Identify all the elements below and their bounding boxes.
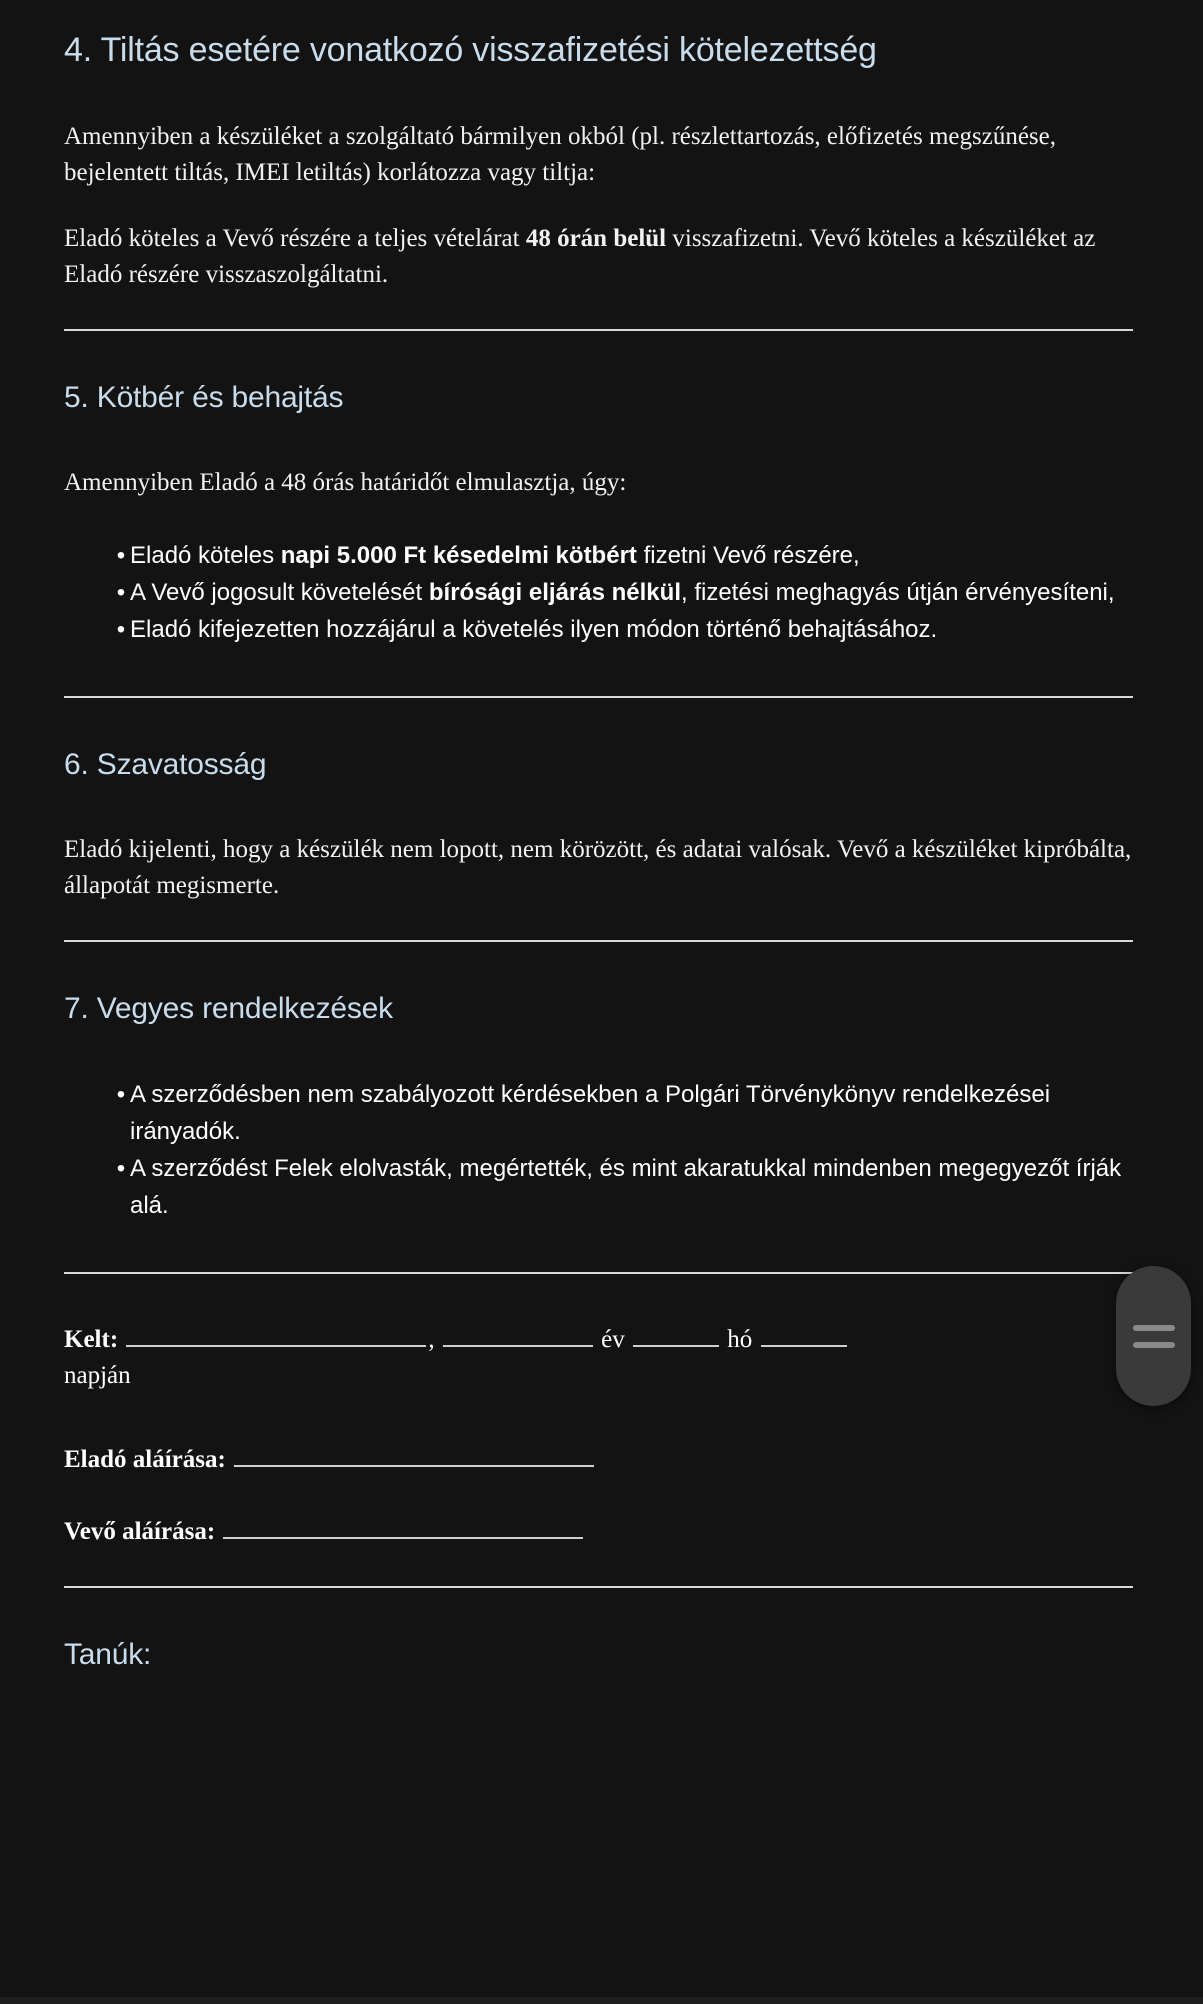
list-item-text-a: Eladó kifejezetten hozzájárul a követelés ilyen módon történő behajtásához. bbox=[130, 616, 938, 643]
bullet-point-icon: • bbox=[116, 579, 126, 606]
list-item bbox=[64, 574, 1133, 611]
witness-heading: Tanúk: bbox=[64, 1638, 152, 1671]
list-item bbox=[64, 537, 1133, 574]
section-5-paragraph-1 bbox=[64, 465, 1133, 501]
document-content bbox=[64, 0, 1133, 1674]
section-5-paragraph-1-text: Amennyiben Eladó a 48 órás határidőt elmulasztja, úgy: bbox=[64, 469, 627, 496]
list-item-text-a: Eladó köteles bbox=[130, 542, 281, 569]
list-item-text-bold: napi 5.000 Ft késedelmi kötbért bbox=[280, 542, 637, 569]
buyer-signature-row bbox=[64, 1514, 1133, 1550]
month-label: hó bbox=[727, 1326, 753, 1353]
date-field-row bbox=[64, 1322, 1133, 1358]
list-item-text-a: A szerződésben nem szabályozott kérdésekben a Polgári Törvénykönyv rendelkezései irányadók. bbox=[130, 1081, 1051, 1145]
section-4-paragraph-2-part-c: visszafizetni. Vevő köteles a készüléket az Eladó részére visszaszolgáltatni. bbox=[64, 225, 1096, 288]
section-7-bullet-list bbox=[64, 1076, 1133, 1224]
drag-handle-button[interactable] bbox=[1116, 1266, 1191, 1406]
place-blank-input[interactable] bbox=[126, 1323, 426, 1347]
buyer-signature-blank[interactable] bbox=[223, 1515, 583, 1539]
section-4-paragraph-2-bold: 48 órán belül bbox=[525, 225, 667, 252]
section-7-heading: 7. Vegyes rendelkezések bbox=[64, 992, 393, 1025]
bullet-point-icon: • bbox=[116, 1155, 126, 1182]
drag-handle-bar-icon bbox=[1133, 1342, 1175, 1348]
bullet-point-icon: • bbox=[116, 542, 126, 569]
month-blank-input[interactable] bbox=[633, 1323, 719, 1347]
list-item-text-bold: bírósági eljárás nélkül bbox=[428, 579, 681, 606]
buyer-signature-label: Vevő aláírása: bbox=[64, 1518, 216, 1545]
bottom-system-bar bbox=[0, 1997, 1203, 2004]
year-blank-input[interactable] bbox=[443, 1323, 593, 1347]
list-item-text-a: A Vevő jogosult követelését bbox=[130, 579, 429, 606]
date-comma: , bbox=[428, 1326, 435, 1353]
list-item-text-a: A szerződést Felek elolvasták, megértették, és mint akaratukkal mindenben megegyezőt írják alá. bbox=[130, 1155, 1122, 1219]
section-4-paragraph-2 bbox=[64, 221, 1133, 293]
list-item bbox=[64, 1150, 1133, 1224]
date-suffix: napján bbox=[64, 1362, 131, 1389]
section-4-paragraph-1 bbox=[64, 119, 1133, 191]
section-4-heading: 4. Tiltás esetére vonatkozó visszafizetési kötelezettség bbox=[64, 31, 877, 69]
seller-signature-label: Eladó aláírása: bbox=[64, 1446, 226, 1473]
list-item bbox=[64, 1076, 1133, 1150]
section-5-bullet-list bbox=[64, 537, 1133, 648]
seller-signature-blank[interactable] bbox=[234, 1443, 594, 1467]
section-4-paragraph-1-text: Amennyiben a készüléket a szolgáltató bármilyen okból (pl. részlettartozás, előfizetés megszűnése, bejelentett tiltás, IMEI letiltás) korlátozza vagy tiltja: bbox=[64, 123, 1056, 186]
section-4-paragraph-2-part-a: Eladó köteles a Vevő részére a teljes vételárat bbox=[64, 225, 526, 252]
list-item bbox=[64, 611, 1133, 648]
seller-signature-row bbox=[64, 1442, 1133, 1478]
day-blank-input[interactable] bbox=[761, 1323, 847, 1347]
year-label: év bbox=[601, 1326, 625, 1353]
date-label: Kelt: bbox=[64, 1326, 119, 1353]
list-item-text-c: , fizetési meghagyás útján érvényesíteni, bbox=[680, 579, 1115, 606]
section-6-paragraph-1-text: Eladó kijelenti, hogy a készülék nem lopott, nem körözött, és adatai valósak. Vevő a készüléket kipróbálta, állapotát megismerte. bbox=[64, 836, 1132, 899]
section-6-heading: 6. Szavatosság bbox=[64, 748, 267, 781]
section-5-heading: 5. Kötbér és behajtás bbox=[64, 381, 344, 414]
bullet-point-icon: • bbox=[116, 1081, 126, 1108]
drag-handle-bar-icon bbox=[1133, 1325, 1175, 1331]
list-item-text-c: fizetni Vevő részére, bbox=[636, 542, 860, 569]
bullet-point-icon: • bbox=[116, 616, 126, 643]
section-6-paragraph-1 bbox=[64, 832, 1133, 904]
